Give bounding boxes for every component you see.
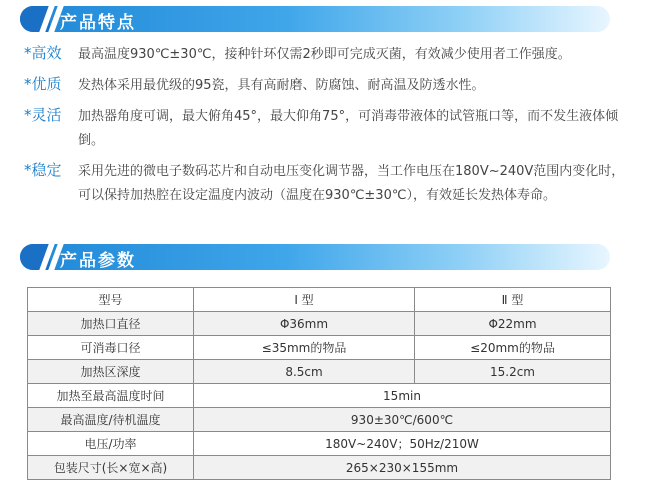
feature-text: 加热器角度可调，最大俯角45°，最大仰角75°，可消毒带液体的试管瓶口等，而不发生液体倾倒。 [78,109,619,148]
table-row [28,456,611,480]
params-title: 产品参数 [60,251,136,271]
feature-label: *优质 [24,75,62,93]
features-title: 产品特点 [60,13,136,33]
table-cell: 180V~240V；50Hz/210W [194,432,611,456]
feature-label: *高效 [24,44,62,62]
table-cell: Φ22mm [415,312,611,336]
table-cell: 加热口直径 [28,312,194,336]
features-section-bar [20,6,610,32]
table-row [28,360,611,384]
table-cell: 包装尺寸(长×宽×高) [28,456,194,480]
table-header-cell: 型号 [28,288,194,312]
table-cell: 930±30℃/600℃ [194,408,611,432]
table-cell: 15min [194,384,611,408]
params-table [27,287,611,480]
table-header-cell: Ⅰ 型 [194,288,415,312]
table-row [28,384,611,408]
table-row [28,408,611,432]
table-row [28,312,611,336]
table-cell: 加热至最高温度时间 [28,384,194,408]
feature-label: *灵活 [24,106,62,124]
feature-text: 最高温度930℃±30℃，接种针环仅需2秒即可完成灭菌，有效减少使用者工作强度。 [78,47,571,62]
table-cell: 电压/功率 [28,432,194,456]
table-cell: 最高温度/待机温度 [28,408,194,432]
feature-text: 采用先进的微电子数码芯片和自动电压变化调节器，当工作电压在180V~240V范围内变化时，可以保持加热腔在设定温度内波动（温度在930℃±30℃），有效延长发热体寿命。 [78,164,625,203]
table-row [28,432,611,456]
table-header-row [28,288,611,312]
table-cell: 265×230×155mm [194,456,611,480]
table-cell: ≤20mm的物品 [415,336,611,360]
table-cell: Φ36mm [194,312,415,336]
table-cell: 可消毒口径 [28,336,194,360]
table-header-cell: Ⅱ 型 [415,288,611,312]
params-section-bar [20,244,610,270]
table-cell: 15.2cm [415,360,611,384]
feature-text: 发热体采用最优级的95瓷，具有高耐磨、防腐蚀、耐高温及防透水性。 [78,78,485,93]
table-cell: 8.5cm [194,360,415,384]
table-cell: 加热区深度 [28,360,194,384]
feature-label: *稳定 [24,161,62,179]
table-cell: ≤35mm的物品 [194,336,415,360]
table-row [28,336,611,360]
